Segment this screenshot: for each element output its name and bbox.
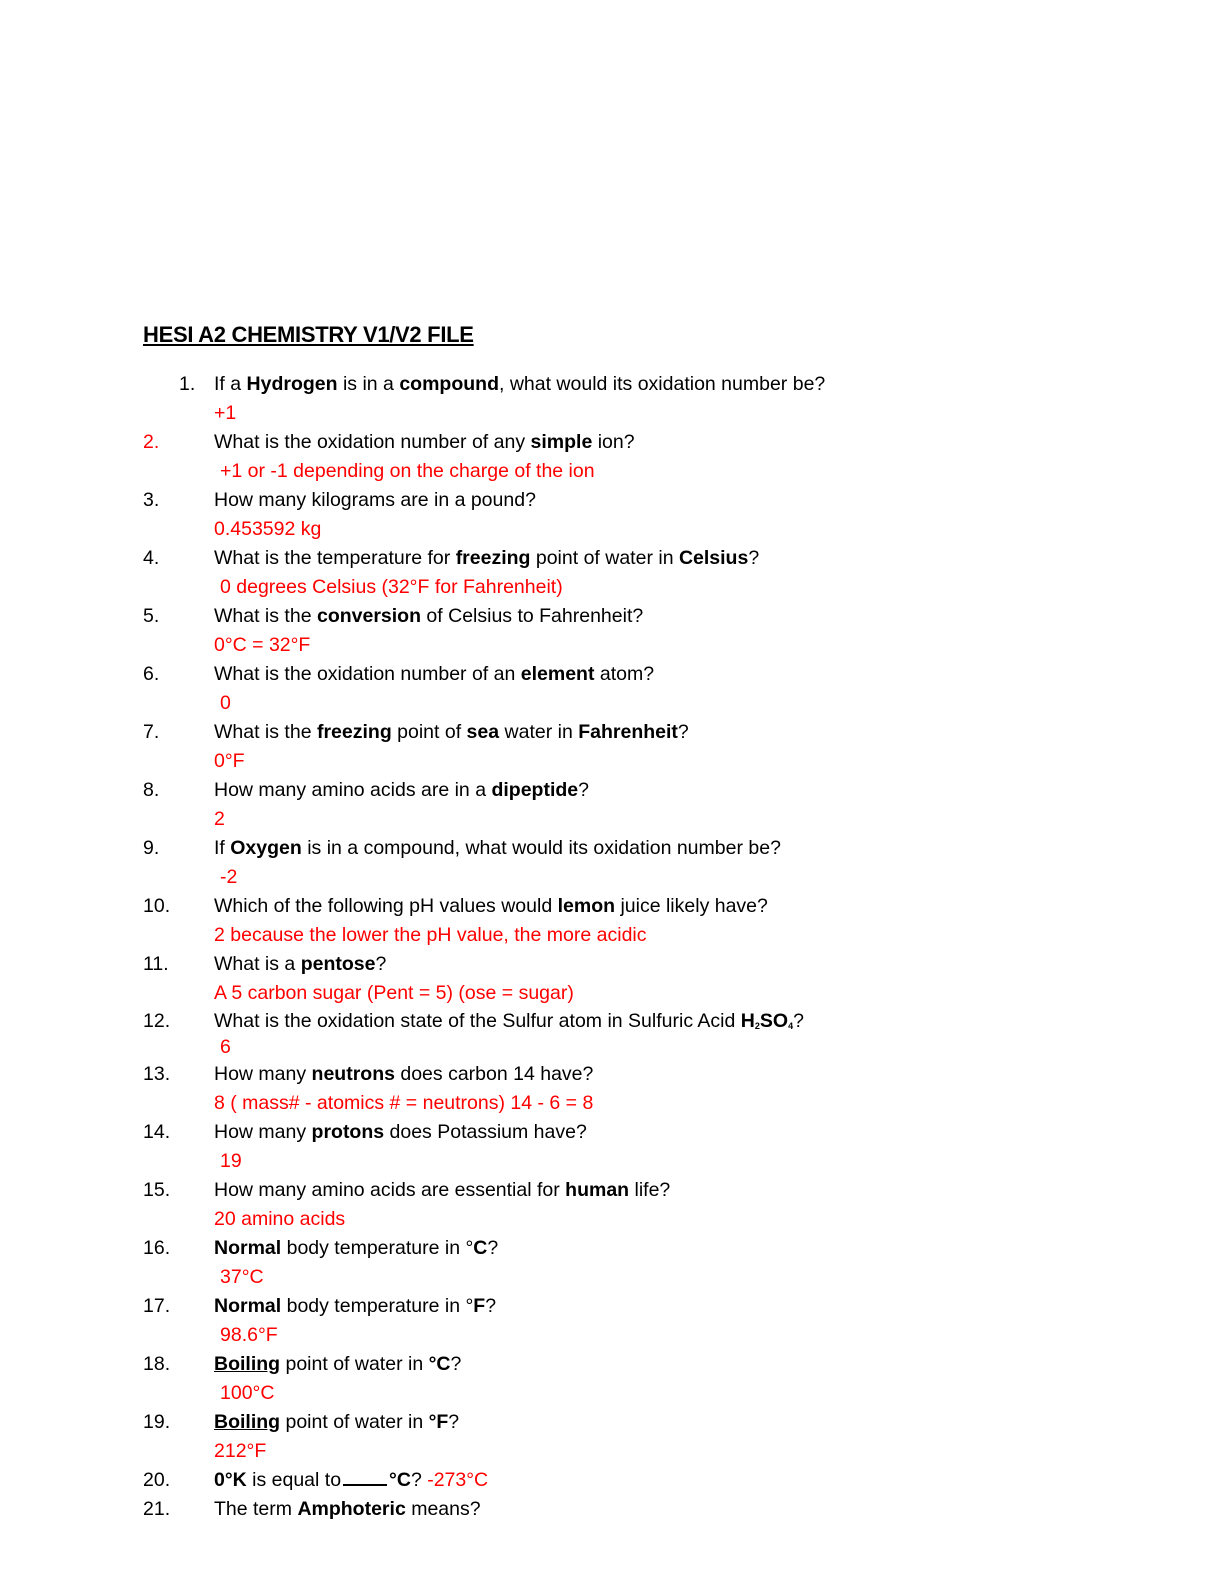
question-text-part: Normal bbox=[214, 1237, 282, 1259]
question-line bbox=[143, 834, 1143, 863]
question-text-part: Boiling bbox=[214, 1411, 281, 1433]
answer-text: +1 or -1 depending on the charge of the ion bbox=[220, 460, 595, 482]
question-text bbox=[214, 892, 768, 921]
question-item bbox=[143, 1466, 1143, 1495]
question-text-part: What is the bbox=[214, 721, 317, 743]
question-text-part: body temperature in ° bbox=[281, 1295, 474, 1317]
question-text bbox=[214, 370, 825, 399]
question-text bbox=[214, 718, 689, 747]
question-text-part: ? bbox=[677, 721, 689, 743]
question-text-part: dipeptide bbox=[491, 779, 579, 801]
question-item bbox=[143, 544, 1143, 602]
question-text-part: ? bbox=[375, 953, 387, 975]
question-text bbox=[214, 1060, 593, 1089]
answer-text: 2 bbox=[214, 808, 225, 830]
question-text-part: neutrons bbox=[311, 1063, 395, 1085]
question-text-part: What is the oxidation state of the Sulfur atom in Sulfuric Acid bbox=[214, 1010, 741, 1032]
question-text bbox=[214, 1118, 587, 1147]
question-item bbox=[143, 1408, 1143, 1466]
question-text bbox=[214, 544, 759, 573]
question-text-part: is in a compound, what would its oxidation number be? bbox=[301, 837, 781, 859]
answer-text: 100°C bbox=[220, 1382, 275, 1404]
question-item bbox=[143, 1060, 1143, 1118]
question-text-part: How many amino acids are essential for bbox=[214, 1179, 566, 1201]
question-line bbox=[143, 544, 1143, 573]
question-text-part: Amphoteric bbox=[297, 1498, 406, 1520]
question-text bbox=[214, 1176, 670, 1205]
question-text-part: ? bbox=[578, 779, 589, 801]
question-number: 20. bbox=[143, 1469, 171, 1491]
page-title: HESI A2 CHEMISTRY V1/V2 FILE bbox=[143, 322, 474, 347]
question-text-part: What is the oxidation number of any bbox=[214, 431, 531, 453]
question-number: 16. bbox=[143, 1237, 171, 1259]
answer-text: +1 bbox=[214, 402, 237, 424]
question-text-part: °F bbox=[428, 1411, 449, 1433]
question-text-part: H bbox=[740, 1010, 755, 1032]
question-line bbox=[143, 1176, 1143, 1205]
question-text-part: body temperature in ° bbox=[281, 1237, 474, 1259]
question-item bbox=[143, 1495, 1143, 1524]
question-text-part: ion? bbox=[592, 431, 635, 453]
answer-text: 37°C bbox=[220, 1266, 264, 1288]
question-text bbox=[214, 602, 643, 631]
question-number: 10. bbox=[143, 895, 171, 917]
question-text-part: simple bbox=[530, 431, 593, 453]
question-text bbox=[214, 1495, 481, 1524]
answer-text: 0.453592 kg bbox=[214, 518, 322, 540]
question-text-part: Which of the following pH values would bbox=[214, 895, 558, 917]
inline-answer: -273°C bbox=[427, 1469, 489, 1491]
answer-text: 0 bbox=[220, 692, 231, 714]
question-text-part: point of water in bbox=[280, 1411, 429, 1433]
question-text bbox=[214, 486, 536, 515]
question-text-part: protons bbox=[311, 1121, 385, 1143]
answer-text: 212°F bbox=[214, 1440, 267, 1462]
question-text-part: How many bbox=[214, 1121, 312, 1143]
question-line bbox=[143, 1060, 1143, 1089]
question-text-part: The term bbox=[214, 1498, 298, 1520]
question-text-part: °C bbox=[428, 1353, 451, 1375]
question-text bbox=[214, 834, 781, 863]
question-text-part: point of water in bbox=[530, 547, 679, 569]
question-number: 15. bbox=[143, 1179, 171, 1201]
question-text-part: water in bbox=[499, 721, 579, 743]
question-text-part: °C bbox=[389, 1469, 411, 1491]
question-text bbox=[214, 428, 635, 457]
question-text-part: Normal bbox=[214, 1295, 282, 1317]
question-text-part: atom? bbox=[594, 663, 655, 685]
question-line bbox=[143, 1292, 1143, 1321]
question-text-part: Hydrogen bbox=[246, 373, 338, 395]
question-item bbox=[143, 1176, 1143, 1234]
question-text-part: point of water in bbox=[280, 1353, 429, 1375]
question-text-part: juice likely have? bbox=[615, 895, 768, 917]
question-item bbox=[143, 1350, 1143, 1408]
question-text-part: 0°K bbox=[214, 1469, 247, 1491]
question-text-part: How many bbox=[214, 1063, 312, 1085]
question-text-part: life? bbox=[629, 1179, 671, 1201]
question-text bbox=[214, 950, 386, 979]
question-number: 13. bbox=[143, 1063, 171, 1085]
question-item bbox=[143, 1118, 1143, 1176]
question-line bbox=[143, 428, 1143, 457]
question-text-part: ? bbox=[487, 1237, 499, 1259]
question-text bbox=[214, 660, 654, 689]
answer-text: A 5 carbon sugar (Pent = 5) (ose = sugar) bbox=[214, 982, 574, 1004]
question-line bbox=[143, 370, 1143, 399]
question-text-part: conversion bbox=[316, 605, 422, 627]
answer-text: 6 bbox=[220, 1036, 231, 1058]
question-item bbox=[143, 718, 1143, 776]
question-line bbox=[143, 1495, 1143, 1524]
question-number: 14. bbox=[143, 1121, 171, 1143]
question-text bbox=[214, 1350, 461, 1379]
question-item bbox=[143, 950, 1143, 1008]
answer-text: 2 because the lower the pH value, the more acidic bbox=[214, 924, 647, 946]
question-line bbox=[143, 1118, 1143, 1147]
question-item bbox=[143, 1234, 1143, 1292]
question-text-part: Celsius bbox=[678, 547, 749, 569]
question-line bbox=[143, 1466, 1143, 1495]
question-text-part: is equal to bbox=[246, 1469, 342, 1491]
question-item bbox=[143, 1292, 1143, 1350]
question-text-part: , what would its oxidation number be? bbox=[498, 373, 826, 395]
answer-text: 20 amino acids bbox=[214, 1208, 346, 1230]
question-text-part: Oxygen bbox=[230, 837, 302, 859]
question-text-part: How many amino acids are in a bbox=[214, 779, 492, 801]
question-number: 7. bbox=[143, 721, 160, 743]
question-text-part: ? bbox=[485, 1295, 497, 1317]
question-number: 8. bbox=[143, 779, 160, 801]
question-text-part: If a bbox=[214, 373, 247, 395]
question-text-part: means? bbox=[405, 1498, 481, 1520]
answer-text: 98.6°F bbox=[220, 1324, 278, 1346]
question-line bbox=[143, 1234, 1143, 1263]
answer-text: 19 bbox=[220, 1150, 242, 1172]
question-text-part: 2 bbox=[754, 1021, 760, 1031]
question-text bbox=[214, 1466, 488, 1495]
answer-text: 0°F bbox=[214, 750, 245, 772]
question-item bbox=[143, 834, 1143, 892]
question-text-part: does carbon 14 have? bbox=[394, 1063, 594, 1085]
question-number: 3. bbox=[143, 489, 160, 511]
question-item bbox=[143, 1008, 1143, 1060]
question-number: 19. bbox=[143, 1411, 171, 1433]
question-number: 21. bbox=[143, 1498, 171, 1520]
question-line bbox=[143, 1350, 1143, 1379]
question-text bbox=[214, 1292, 496, 1321]
question-text bbox=[214, 776, 589, 805]
question-text bbox=[214, 1408, 459, 1437]
answer-text: 8 ( mass# - atomics # = neutrons) 14 - 6 = 8 bbox=[214, 1092, 594, 1114]
question-line bbox=[143, 486, 1143, 515]
question-number: 2. bbox=[143, 431, 160, 453]
question-item bbox=[143, 602, 1143, 660]
question-text-part: freezing bbox=[316, 721, 392, 743]
fill-in-blank bbox=[343, 1466, 387, 1486]
answer-text: 0 degrees Celsius (32°F for Fahrenheit) bbox=[220, 576, 563, 598]
question-text-part: element bbox=[520, 663, 595, 685]
question-text-part: ? bbox=[448, 1411, 460, 1433]
question-text-part: compound bbox=[399, 373, 499, 395]
question-number: 5. bbox=[143, 605, 160, 627]
question-number: 1. bbox=[179, 373, 196, 395]
question-number: 17. bbox=[143, 1295, 171, 1317]
question-text-part: sea bbox=[466, 721, 500, 743]
question-text-part: Fahrenheit bbox=[578, 721, 678, 743]
question-text-part: ? bbox=[410, 1469, 428, 1491]
question-item bbox=[143, 660, 1143, 718]
question-text-part: point of bbox=[391, 721, 467, 743]
question-item bbox=[143, 428, 1143, 486]
question-text-part: What is the temperature for bbox=[214, 547, 456, 569]
question-line bbox=[143, 602, 1143, 631]
question-text-part: C bbox=[473, 1237, 488, 1259]
question-text-part: Boiling bbox=[214, 1353, 281, 1375]
question-text bbox=[214, 1234, 498, 1263]
question-text-part: If bbox=[214, 837, 231, 859]
question-text-part: of Celsius to Fahrenheit? bbox=[421, 605, 644, 627]
question-number: 12. bbox=[143, 1010, 171, 1032]
question-number: 9. bbox=[143, 837, 160, 859]
question-text-part: F bbox=[473, 1295, 486, 1317]
question-list bbox=[143, 370, 1143, 1524]
question-text-part: ? bbox=[748, 547, 760, 569]
question-text-part: What is the bbox=[214, 605, 317, 627]
question-item bbox=[143, 776, 1143, 834]
question-line bbox=[143, 776, 1143, 805]
question-item bbox=[143, 486, 1143, 544]
question-text-part: does Potassium have? bbox=[384, 1121, 587, 1143]
question-text-part: What is the oxidation number of an bbox=[214, 663, 521, 685]
question-text-part: How many kilograms are in a pound? bbox=[214, 489, 536, 511]
question-line bbox=[143, 660, 1143, 689]
answer-text: 0°C = 32°F bbox=[214, 634, 311, 656]
question-line bbox=[143, 950, 1143, 979]
question-text-part: ? bbox=[450, 1353, 462, 1375]
question-text-part: is in a bbox=[337, 373, 400, 395]
question-text-part: SO bbox=[759, 1010, 789, 1032]
question-line bbox=[143, 1008, 1143, 1034]
question-text-part: 4 bbox=[788, 1021, 794, 1031]
question-number: 6. bbox=[143, 663, 160, 685]
question-text-part: lemon bbox=[557, 895, 616, 917]
question-item bbox=[143, 370, 1143, 428]
question-text-part: human bbox=[565, 1179, 630, 1201]
question-text-part: freezing bbox=[455, 547, 531, 569]
question-line bbox=[143, 718, 1143, 747]
question-text-part: What is a bbox=[214, 953, 301, 975]
answer-text: -2 bbox=[220, 866, 238, 888]
question-number: 18. bbox=[143, 1353, 171, 1375]
question-item bbox=[143, 892, 1143, 950]
question-text-part: ? bbox=[793, 1010, 804, 1032]
question-line bbox=[143, 892, 1143, 921]
question-text-part: pentose bbox=[300, 953, 376, 975]
question-number: 11. bbox=[143, 953, 169, 975]
question-line bbox=[143, 1408, 1143, 1437]
question-number: 4. bbox=[143, 547, 160, 569]
